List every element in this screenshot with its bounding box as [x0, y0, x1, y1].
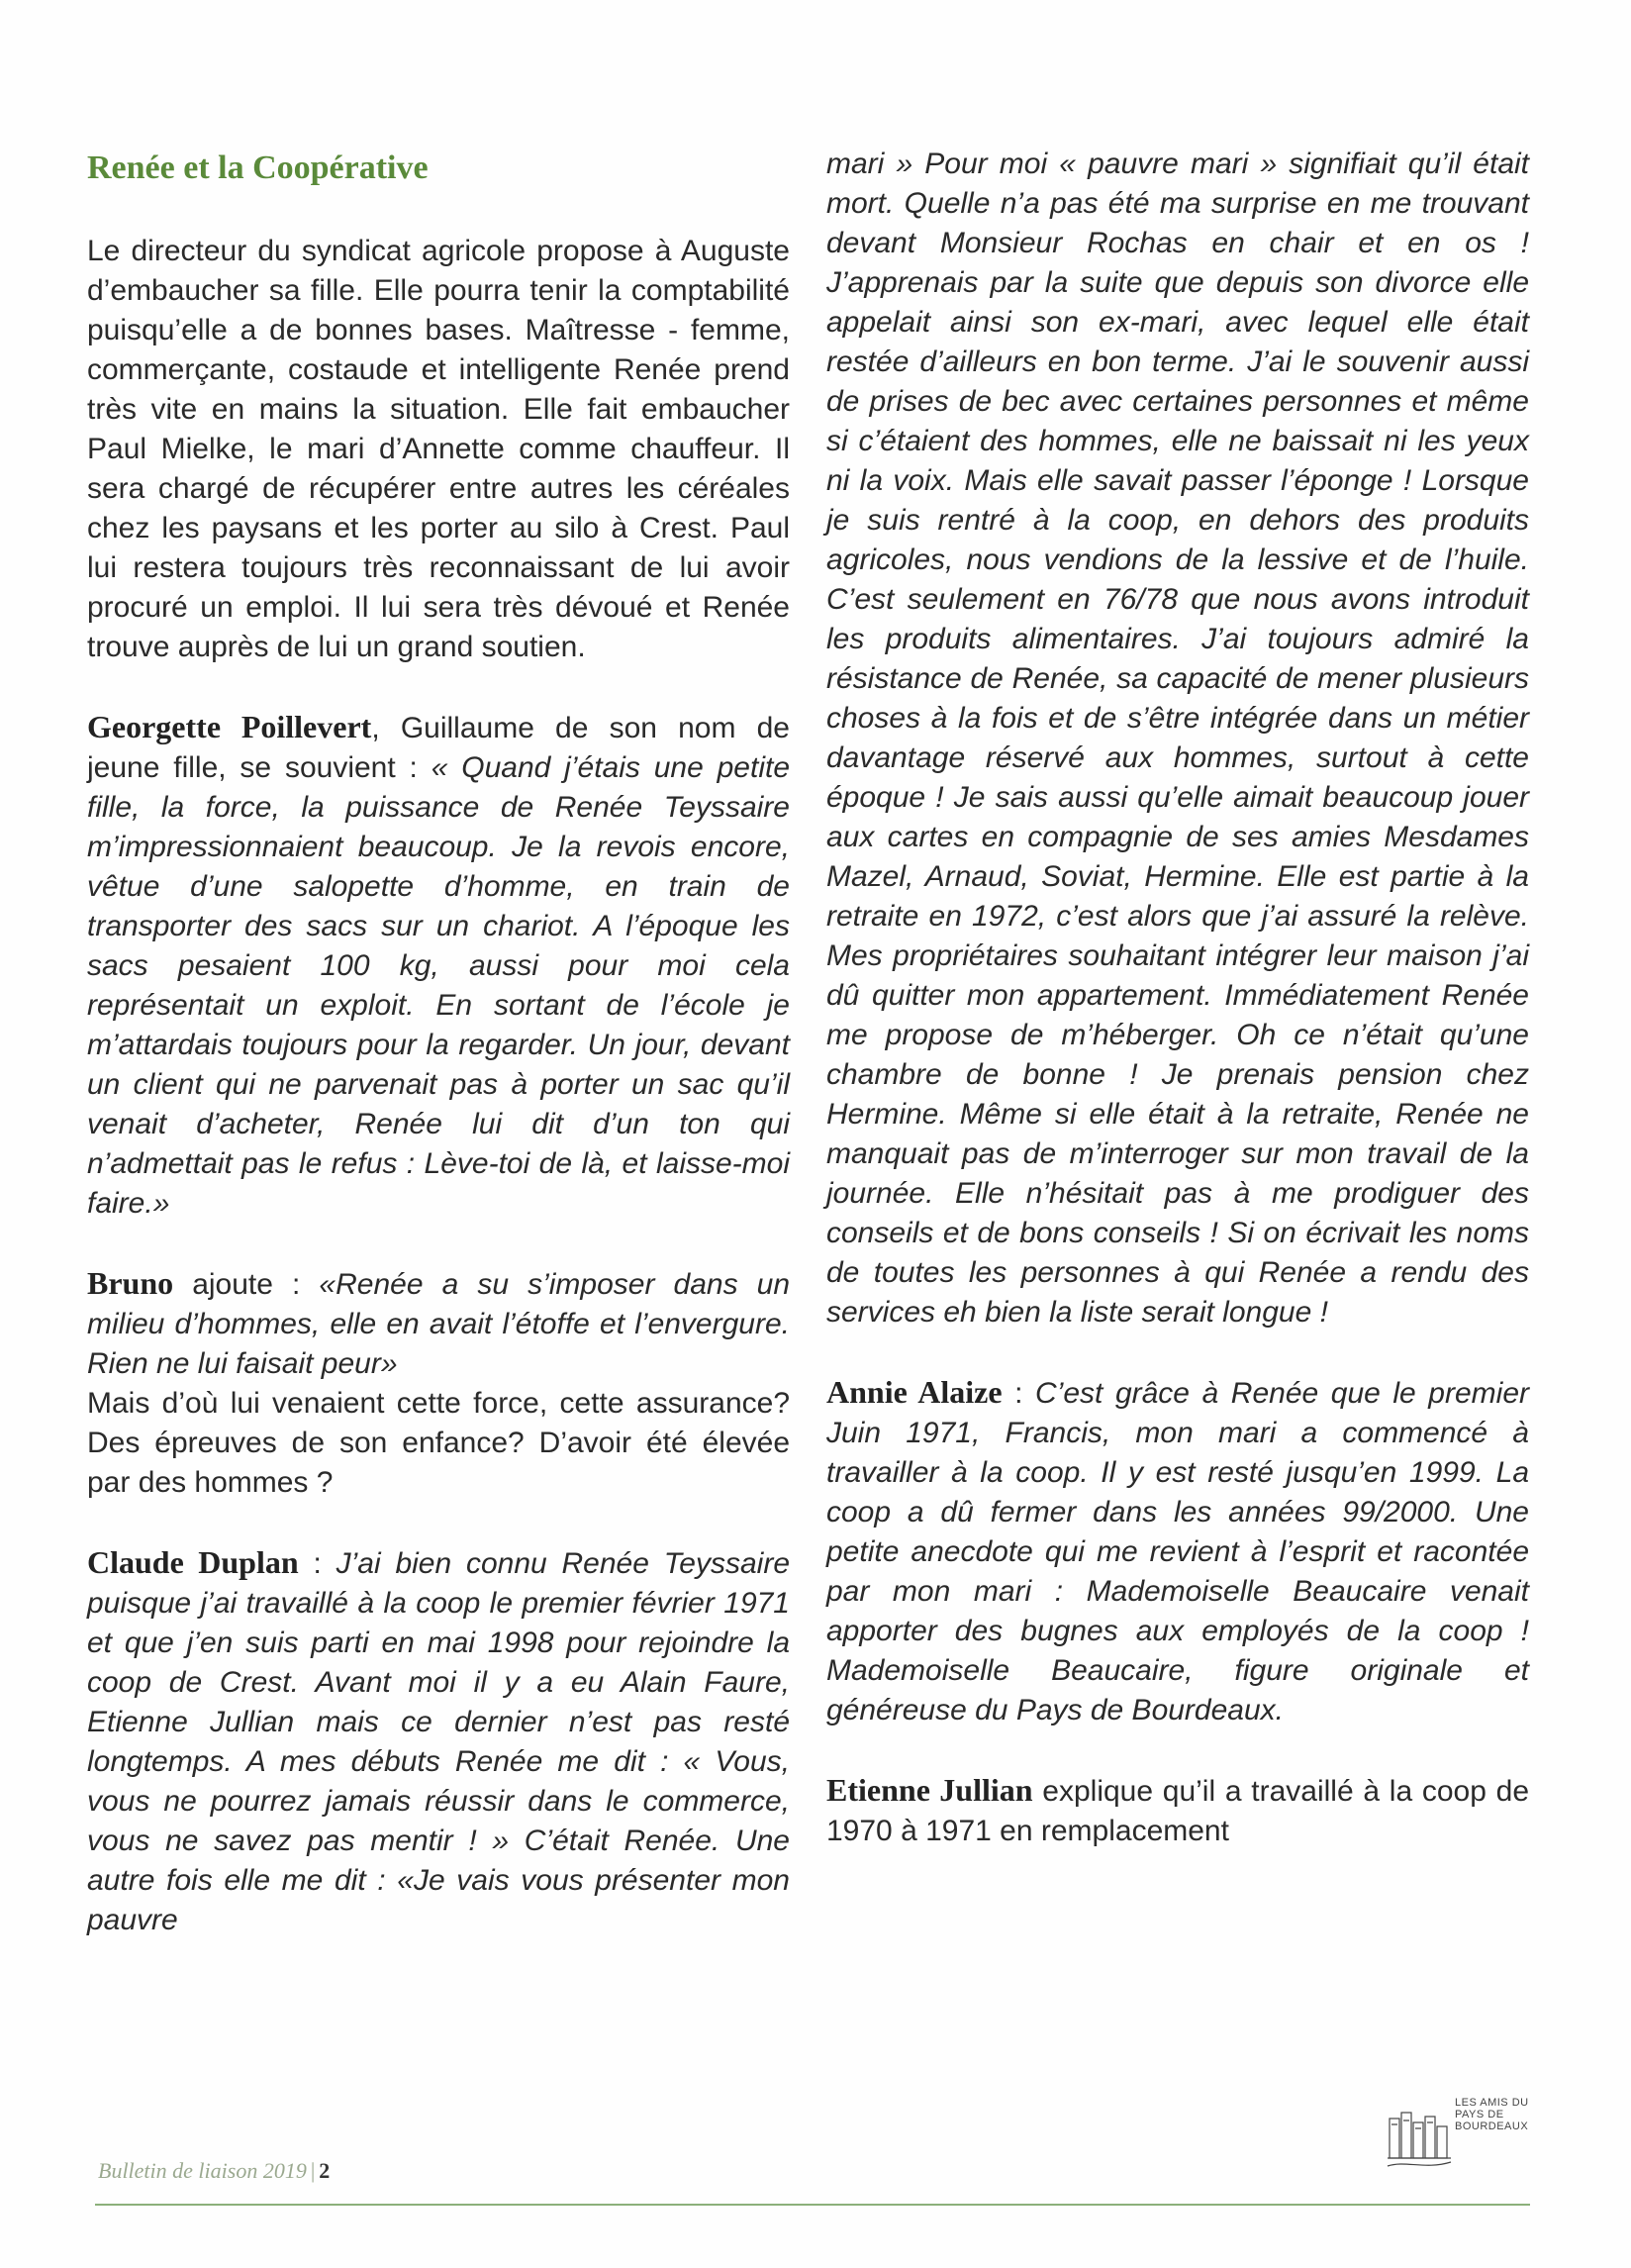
- speaker-intro: :: [298, 1547, 336, 1580]
- speaker-name: Georgette Poillevert: [87, 709, 372, 744]
- left-column: [87, 148, 790, 1980]
- speaker-name: Annie Alaize: [826, 1374, 1003, 1410]
- intro-paragraph: Le directeur du syndicat agricole propose à Auguste d’embaucher sa fille. Elle pourra tenir la comptabilité puisqu’elle a de bonnes bases. Maîtresse - femme, commerçante, costaude et intelligente Renée prend très vite en mains la situation. Elle fait embaucher Paul Mielke, le mari d’Annette comme chauffeur. Il sera chargé de récupérer entre autres les céréales chez les paysans et les porter au silo à Crest. Paul lui restera toujours très reconnaissant de lui avoir procuré un emploi. Il lui sera très dévoué et Renée trouve auprès de lui un grand soutien.: [87, 235, 790, 663]
- speaker-name: Bruno: [87, 1265, 174, 1301]
- speaker-quote: J’ai bien connu Renée Teyssaire puisque j’ai travaillé à la coop le premier février 1971 et que j’en suis parti en mai 1998 pour rejoindre la coop de Crest. Avant moi il y a eu Alain Faure, Etienne Jullian mais ce dernier n’est pas resté longtemps. A mes débuts Renée me dit : « Vous, vous ne pourrez jamais réussir dans le commerce, vous ne savez pas mentir ! » C’était Renée. Une autre fois elle me dit : «Je vais vous présenter mon pauvre: [87, 1547, 791, 1936]
- speaker-text: explique qu’il a travaillé à la coop de 1970 à 1971 en remplacement: [826, 1775, 1530, 1847]
- speaker-quote: « Quand j’étais une petite fille, la force, la puissance de Renée Teyssaire m’impressionnaient beaucoup. Je la revois encore, vêtue d’une salopette d’homme, en train de transporter des sacs sur un chariot. A l’époque les sacs pesaient 100 kg, aussi pour moi cela représentait un exploit. En sortant de l’école je m’attardais toujours pour la regarder. Un jour, devant un client qui ne parvenait pas à porter un sac qu’il venait d’acheter, Renée lui dit d’un ton qui n’admettait pas le refus : Lève-toi de là, et laisse-moi faire.»: [87, 751, 791, 1220]
- section-title: Renée et la Coopérative: [87, 149, 429, 186]
- speaker-name: Etienne Jullian: [826, 1772, 1033, 1808]
- logo-text: LES AMIS DU PAYS DE BOURDEAUX: [1455, 2097, 1529, 2132]
- page-number: 2: [319, 2158, 331, 2183]
- annie-paragraph: [826, 1372, 1529, 1730]
- bruno-followup: Mais d’où lui venaient cette force, cette assurance? Des épreuves de son enfance? D’avoir été élevée par des hommes ?: [87, 1387, 790, 1499]
- bulletin-label: Bulletin de liaison 2019: [98, 2158, 307, 2183]
- speaker-intro: ajoute :: [173, 1268, 320, 1301]
- right-column: [826, 145, 1529, 1891]
- speaker-quote: «Renée a su s’imposer dans un milieu d’hommes, elle en avait l’étoffe et l’envergure. Rien ne lui faisait peur»: [87, 1268, 791, 1380]
- etienne-paragraph: [826, 1770, 1529, 1851]
- bruno-paragraph: [87, 1263, 790, 1384]
- footer-label: [98, 2158, 330, 2184]
- footer-separator: |: [310, 2158, 316, 2183]
- georgette-paragraph: [87, 707, 790, 1224]
- speaker-quote: C’est grâce à Renée que le premier Juin 1971, Francis, mon mari a commencé à travailler à la coop. Il y est resté jusqu’en 1999. La coop a dû fermer dans les années 99/2000. Une petite anecdote qui me revient à l’esprit et racontée par mon mari : Mademoiselle Beaucaire venait apporter des bugnes aux employés de la coop ! Mademoiselle Beaucaire, figure originale et généreuse du Pays de Bourdeaux.: [826, 1377, 1529, 1726]
- speaker-name: Claude Duplan: [87, 1544, 299, 1580]
- claude-continuation: mari » Pour moi « pauvre mari » signifiait qu’il était mort. Quelle n’a pas été ma surprise en me trouvant devant Monsieur Rochas en chair et en os ! J’apprenais par la suite que depuis son divorce elle appelait ainsi son ex-mari, avec lequel elle était restée d’ailleurs en bon terme. J’ai le souvenir aussi de prises de bec avec certaines personnes et même si c’étaient des hommes, elle ne baissait ni les yeux ni la voix. Mais elle savait passer l’éponge ! Lorsque je suis rentré à la coop, en dehors des produits agricoles, nous vendions de la lessive et de l’huile. C’est seulement en 76/78 que nous avons introduit les produits alimentaires. J’ai toujours admiré la résistance de Renée, sa capacité de mener plusieurs choses à la fois et de s’être intégrée dans un métier davantage réservé aux hommes, surtout à cette époque ! Je sais aussi qu’elle aimait beaucoup jouer aux cartes en compagnie de ses amies Mesdames Mazel, Arnaud, Soviat, Hermine. Elle est partie à la retraite en 1972, c’est alors que j’ai assuré la relève. Mes propriétaires souhaitant intégrer leur maison j’ai dû quitter mon appartement. Immédiatement Renée me propose de m’héberger. Oh ce n’était qu’une chambre de bonne ! Je prenais pension chez Hermine. Même si elle était à la retraite, Renée ne manquait pas de m’interroger sur mon travail de la journée. Elle n’hésitait pas à me prodiguer des conseils et de bons conseils ! Si on écrivait les noms de toutes les personnes à qui Renée a rendu des services eh bien la liste serait longue !: [826, 148, 1529, 1329]
- speaker-intro: , Guillaume de son nom de jeune fille, se souvient :: [87, 712, 790, 784]
- footer-divider: [95, 2204, 1530, 2206]
- speaker-intro: :: [1002, 1377, 1036, 1410]
- claude-paragraph: [87, 1542, 790, 1940]
